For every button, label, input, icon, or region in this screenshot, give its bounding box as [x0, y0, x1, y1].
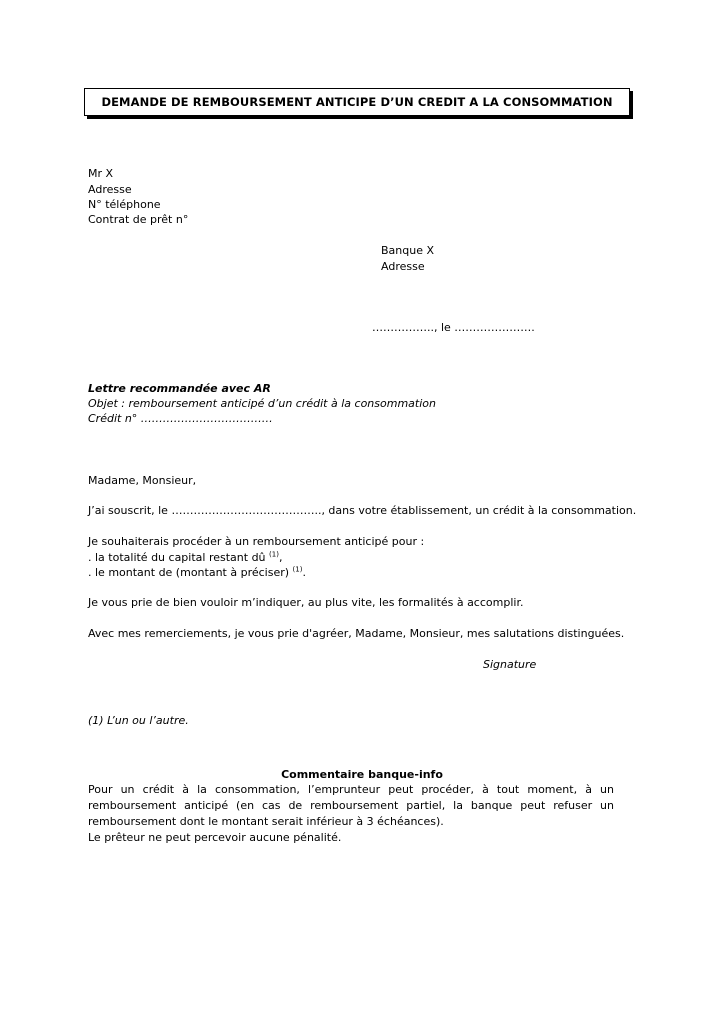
place-date: …………….., le …………………. — [372, 321, 535, 334]
registered-letter-label: Lettre recommandée avec AR — [88, 382, 271, 395]
footnote-ref: (1) — [269, 550, 279, 559]
recipient-name: Banque X — [381, 244, 435, 257]
paragraph-subscription: J’ai souscrit, le ………………………………….., dans votre établissement, un crédit à la consommation. — [88, 504, 637, 517]
option-total-capital-text: . la totalité du capital restant dû — [88, 551, 270, 564]
option-total-capital-end: , — [278, 551, 283, 564]
option-total-capital — [88, 550, 282, 565]
comment-title: Commentaire banque-info — [281, 768, 443, 781]
paragraph-formalities: Je vous prie de bien vouloir m’indiquer, au plus vite, les formalités à accomplir. — [88, 596, 524, 609]
sender-phone: N° téléphone — [88, 198, 161, 211]
object-line: Objet : remboursement anticipé d’un crédit à la consommation — [88, 397, 436, 410]
salutation: Madame, Monsieur, — [88, 474, 197, 487]
document-title-box — [84, 88, 630, 116]
signature-label: Signature — [483, 658, 537, 671]
option-partial-amount — [88, 565, 306, 580]
recipient-address: Adresse — [381, 260, 425, 273]
footnote: (1) L’un ou l’autre. — [88, 714, 189, 727]
sender-name: Mr X — [88, 167, 114, 180]
document-title: DEMANDE DE REMBOURSEMENT ANTICIPE D’UN CREDIT A LA CONSOMMATION — [101, 95, 613, 109]
paragraph-closing: Avec mes remerciements, je vous prie d'agréer, Madame, Monsieur, mes salutations distinguées. — [88, 627, 625, 640]
option-partial-amount-end: . — [302, 566, 306, 579]
comment-text-1: Pour un crédit à la consommation, l’emprunteur peut procéder, à tout moment, à un remboursement anticipé (en cas de remboursement partiel, la banque peut refuser un remboursement dont le montant serait inférieur à 3 échéances). — [88, 783, 614, 828]
paragraph-request-intro: Je souhaiterais procéder à un remboursement anticipé pour : — [88, 535, 425, 548]
option-partial-amount-text: . le montant de (montant à préciser) — [88, 566, 293, 579]
sender-contract: Contrat de prêt n° — [88, 213, 189, 226]
footnote-ref: (1) — [292, 565, 303, 574]
credit-number-line: Crédit n° ……………………………… — [88, 412, 273, 425]
sender-address: Adresse — [88, 183, 132, 196]
comment-text-2: Le prêteur ne peut percevoir aucune pénalité. — [88, 831, 342, 844]
comment-body — [88, 782, 614, 846]
